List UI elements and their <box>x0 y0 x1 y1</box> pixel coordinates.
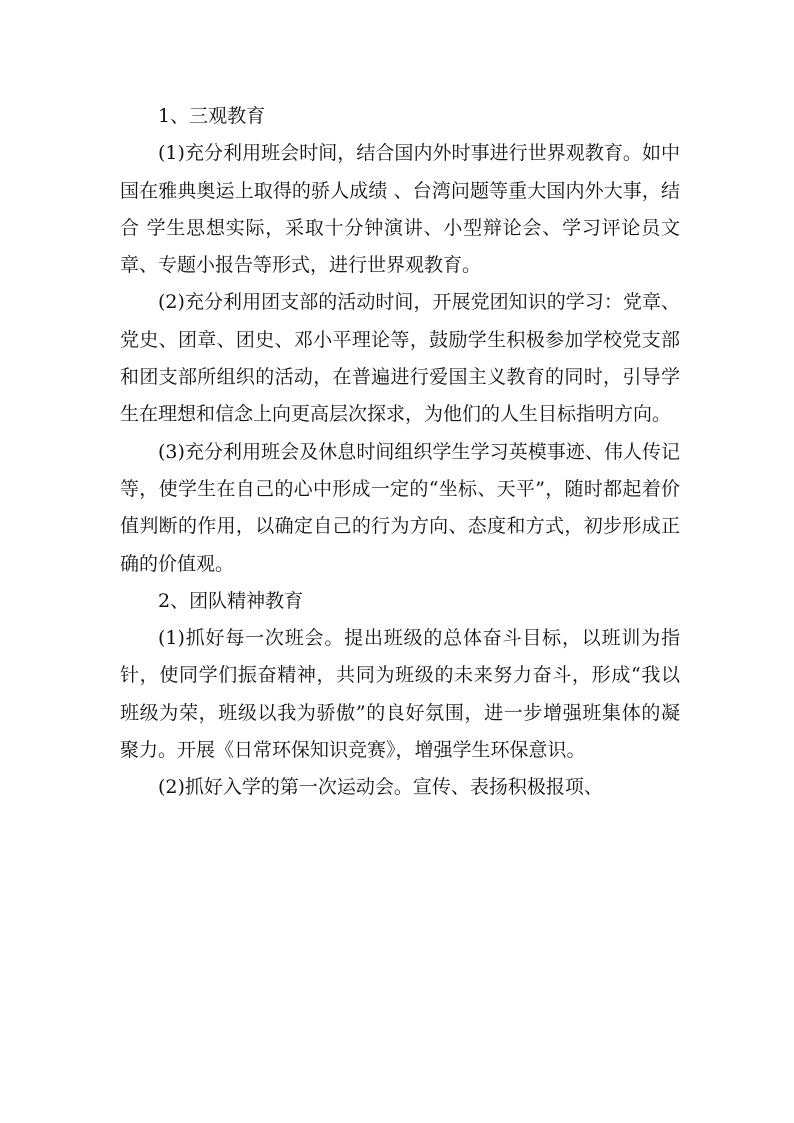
paragraph-party-league-study: (2)充分利用团支部的活动时间，开展党团知识的学习：党章、党史、团章、团史、邓小平理论等，鼓励学生积极参加学校党支部和团支部所组织的活动，在普遍进行爱国主义教育的同时，引导学生在理想和信念上向更高层次探求，为他们的人生目标指明方向。 <box>120 291 680 426</box>
paragraph-values-education: (3)充分利用班会及休息时间组织学生学习英模事迹、伟人传记等，使学生在自己的心中形成一定的“坐标、天平”，随时都起着价值判断的作用，以确定自己的行为方向、态度和方式，初步形成正确的价值观。 <box>120 440 680 575</box>
paragraph-class-meeting: (1)抓好每一次班会。提出班级的总体奋斗目标，以班训为指针，使同学们振奋精神，共同为班级的未来努力奋斗，形成“我以班级为荣，班级以我为骄傲”的良好氛围，进一步增强班集体的凝聚力。开展《日常环保知识竞赛》，增强学生环保意识。 <box>120 627 680 762</box>
paragraph-sports-meet: (2)抓好入学的第一次运动会。宣传、表扬积极报项、 <box>158 776 603 799</box>
section-heading-1: 1、三观教育 <box>158 105 266 127</box>
document-body <box>120 98 680 807</box>
paragraph-worldview-education: (1)充分利用班会时间，结合国内外时事进行世界观教育。如中国在雅典奥运上取得的骄人成绩 、台湾问题等重大国内外大事，结合 学生思想实际，采取十分钟演讲、小型辩论会、学习评论员文章、专题小报告等形式，进行世界观教育。 <box>120 142 680 277</box>
section-heading-2: 2、团队精神教育 <box>158 589 304 612</box>
